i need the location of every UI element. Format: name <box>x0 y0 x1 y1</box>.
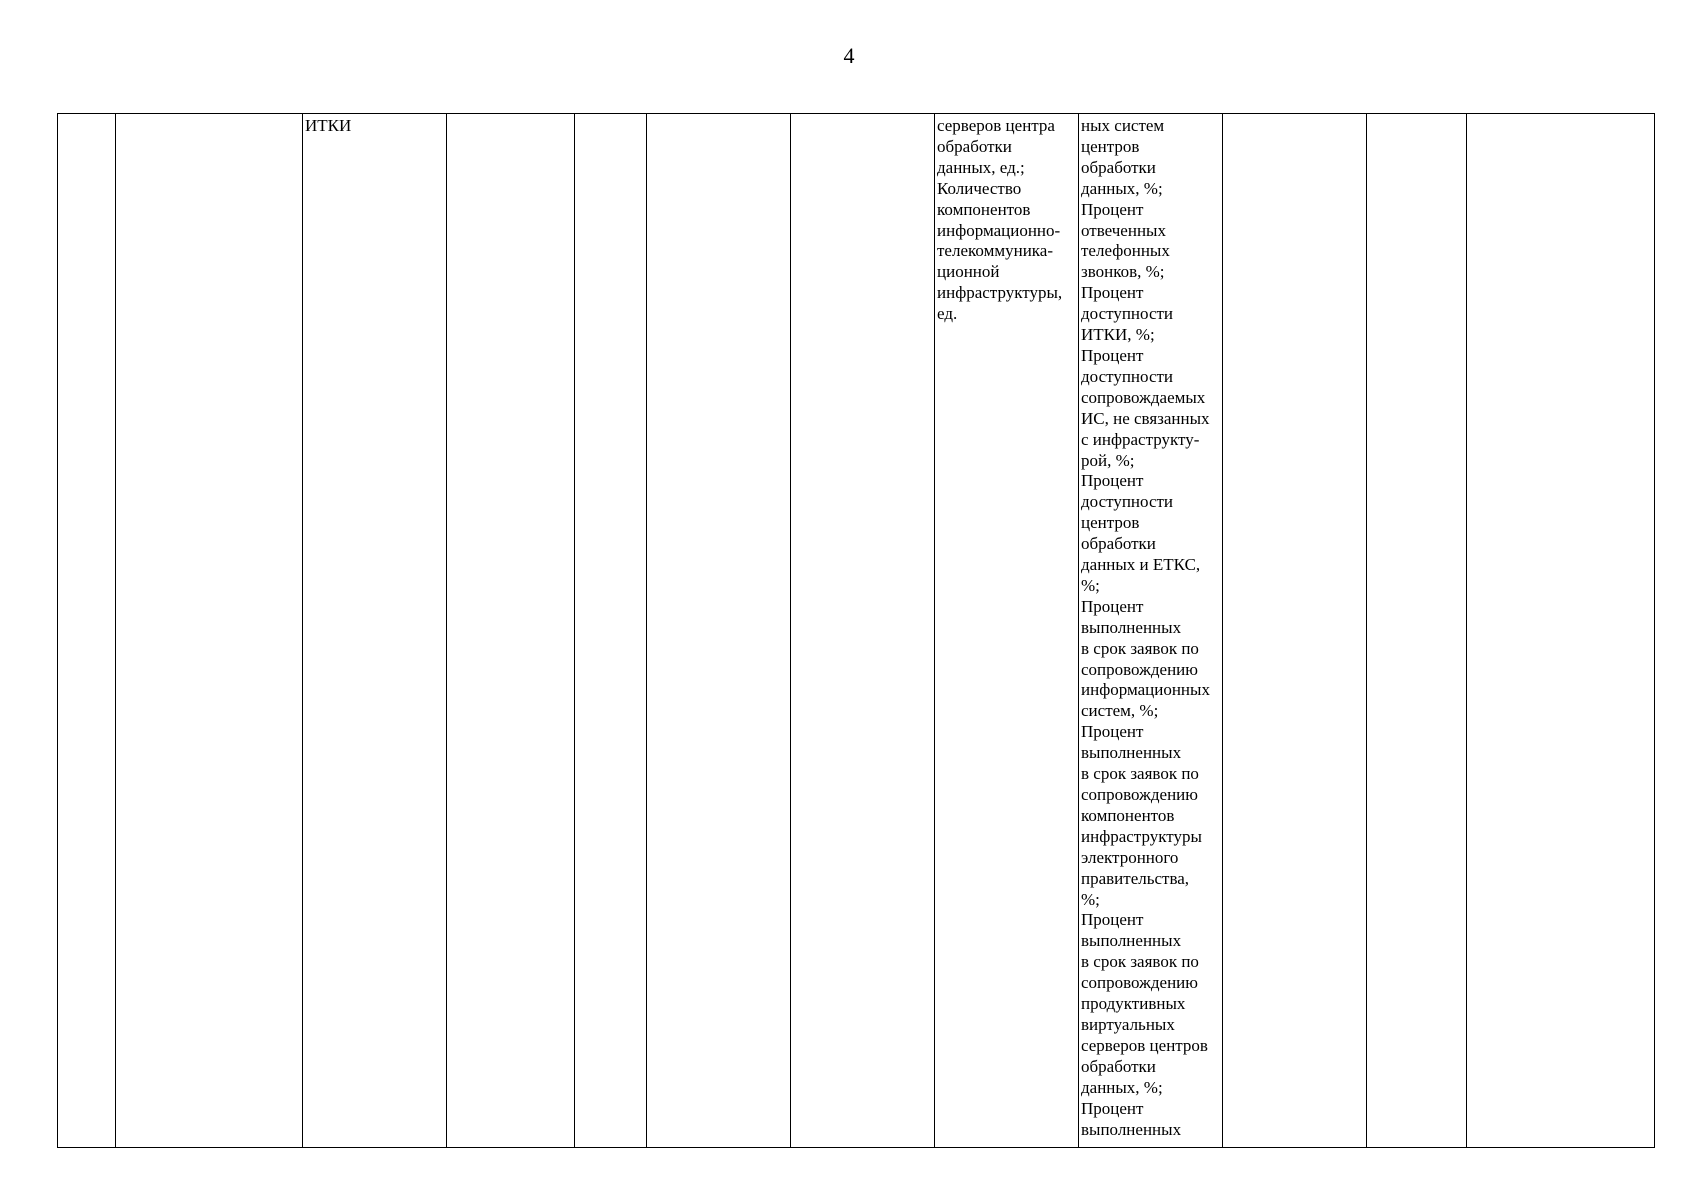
page-number: 4 <box>843 43 855 68</box>
table-cell <box>575 114 647 1148</box>
data-table <box>57 113 1655 1148</box>
table-cell <box>791 114 935 1148</box>
table-cell <box>1367 114 1467 1148</box>
table-cell <box>1223 114 1367 1148</box>
table-cell <box>447 114 575 1148</box>
table-cell <box>647 114 791 1148</box>
table-cell <box>1467 114 1655 1148</box>
table-cell <box>58 114 116 1148</box>
table-cell <box>116 114 303 1148</box>
table-cell: ных систем центров обработки данных, %; Процент отвеченных телефонных звонков, %; Процент доступности ИТКИ, %; Процент доступности сопровождаемых ИС, не связанных с инфраструкту- рой, %; Процент доступности центров обработки данных и ЕТКС, %; Процент выполненных в срок заявок по сопровождению информационных систем, %; Процент выполненных в срок заявок по сопровождению компонентов инфраструктуры электронного правительства, %; Процент выполненных в срок заявок по сопровождению продуктивных виртуальных серверов центров обработки данных, %; Процент выполненных <box>1079 114 1223 1148</box>
table-cell: ИТКИ <box>303 114 447 1148</box>
table-row <box>58 114 1655 1148</box>
table-cell: серверов центра обработки данных, ед.; Количество компонентов информационно- телекоммуника- ционной инфраструктуры, ед. <box>935 114 1079 1148</box>
